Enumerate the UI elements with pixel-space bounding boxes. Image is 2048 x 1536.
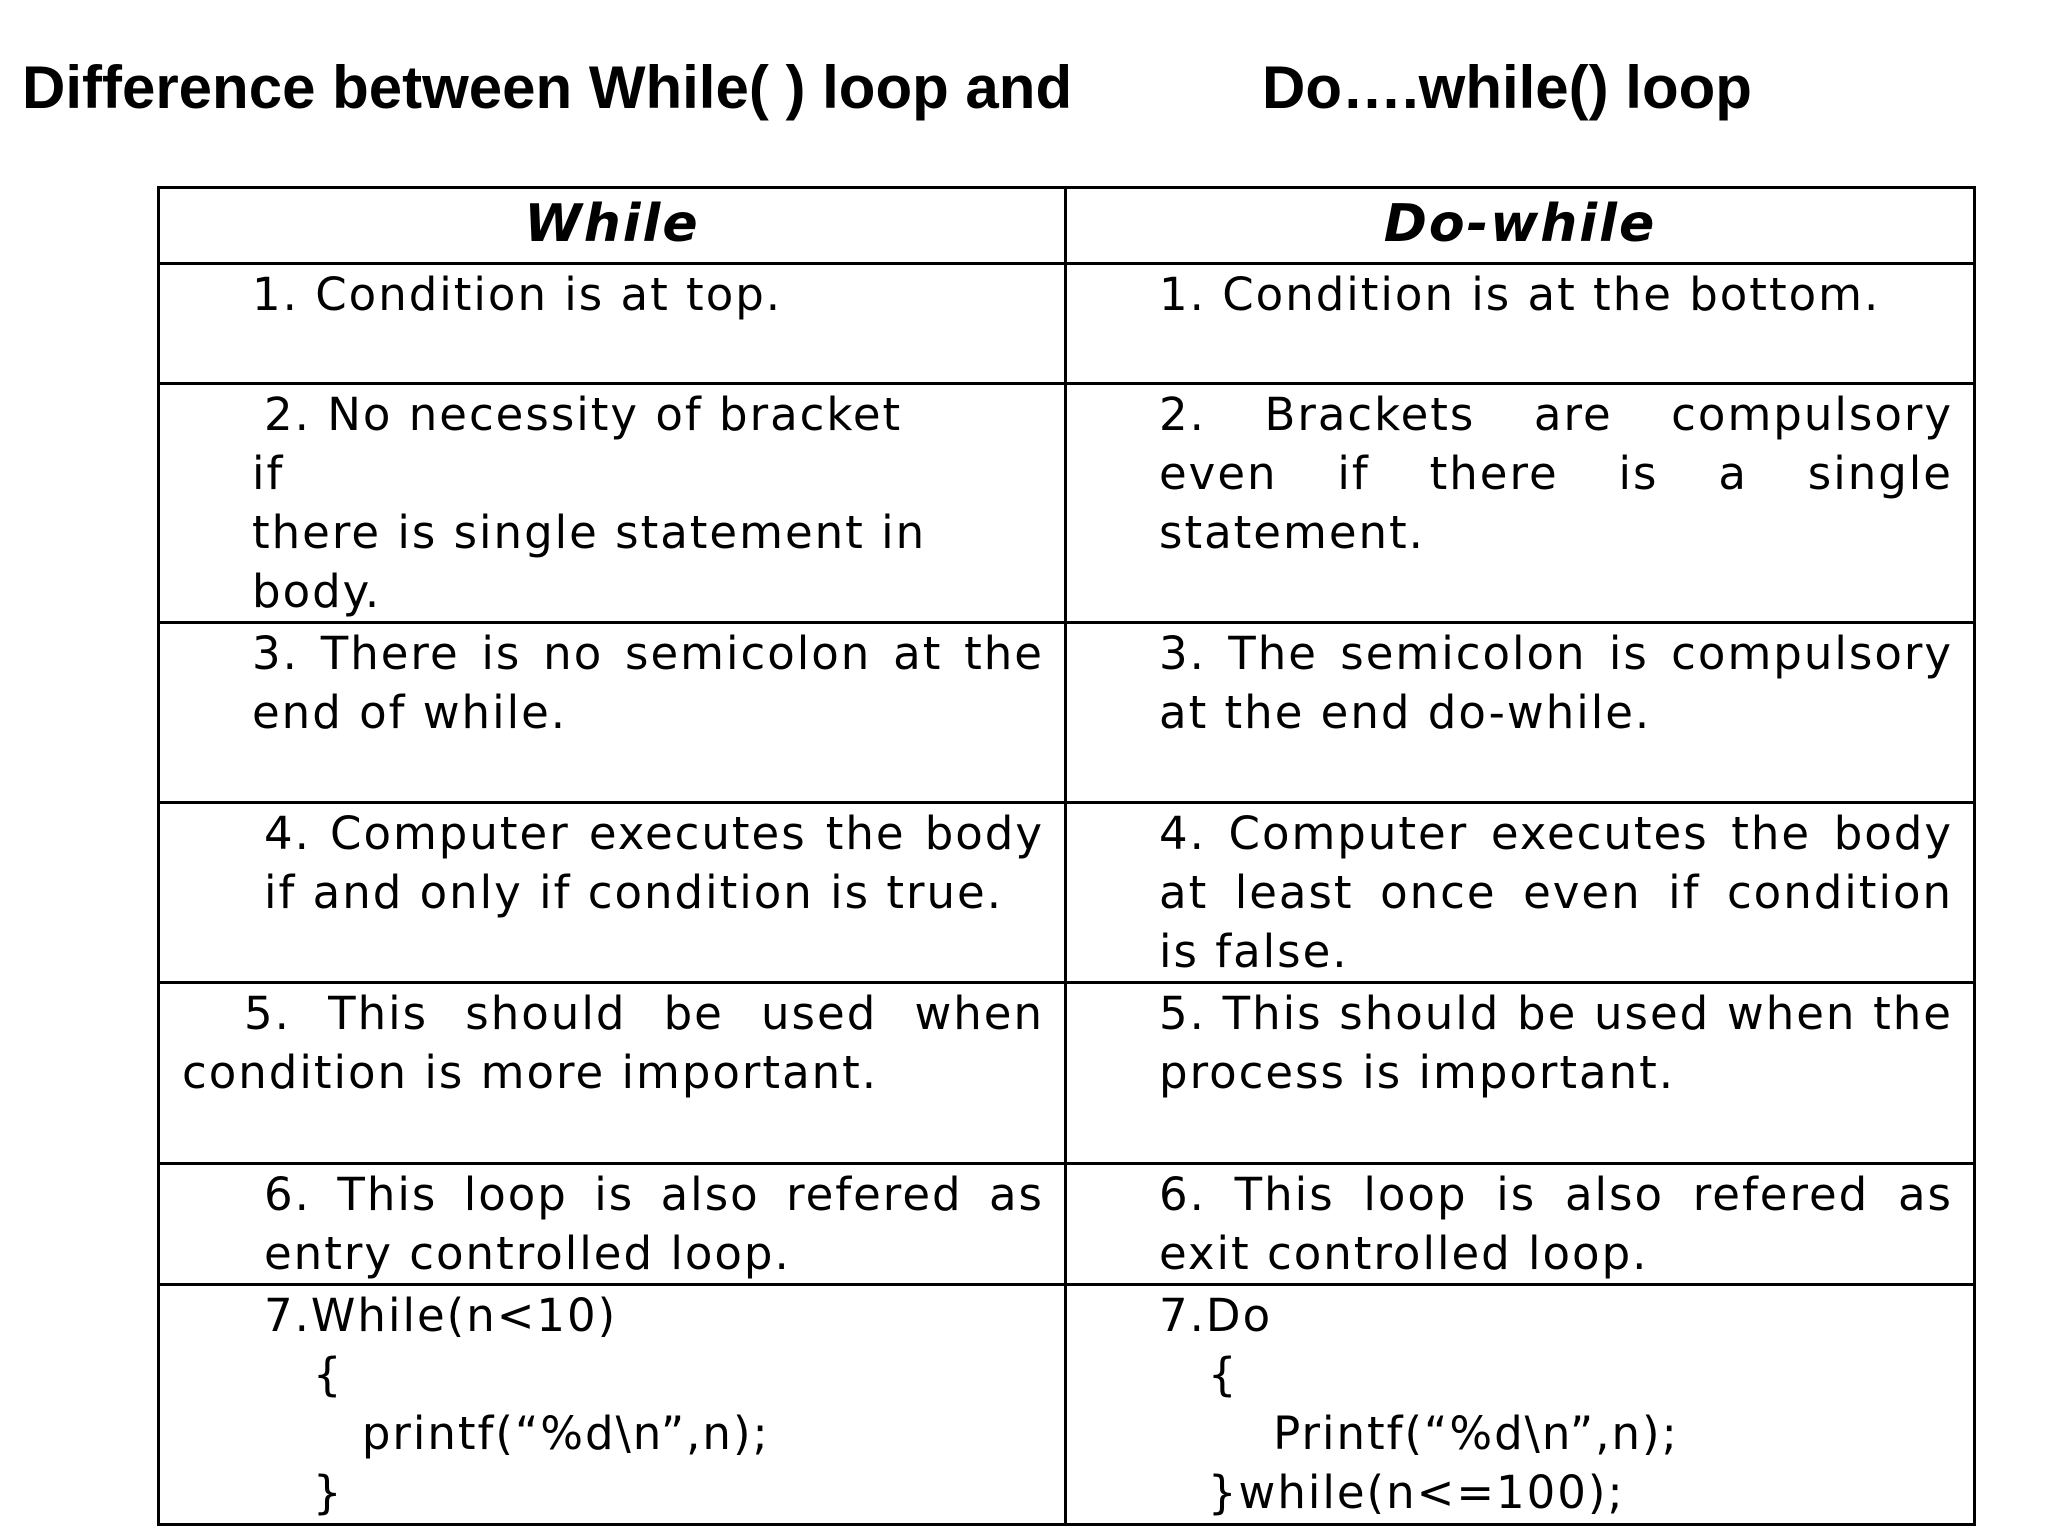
while-cell [159,983,1066,1164]
while-cell [159,803,1066,983]
while-cell [159,1285,1066,1525]
while-cell [159,384,1066,623]
do-while-cell [1066,264,1975,384]
code-line: } [264,1466,344,1519]
code-block [1067,1286,1953,1522]
table-row [159,803,1975,983]
cell-line: if [252,447,285,500]
table-row [159,623,1975,803]
cell-text: 6. This loop is also refered as exit controlled loop. [1159,1168,1953,1280]
cell-line [160,385,1044,621]
page-title: Difference between While( ) loop and [22,54,1073,121]
cell-text: 5. This should be used when condition is more important. [182,987,1044,1099]
cell-line: there is single statement in [252,506,927,559]
cell-text: 1. Condition is at top. [252,268,783,321]
while-cell [159,1164,1066,1285]
table-row [159,1164,1975,1285]
cell-line: body. [252,565,382,618]
do-while-cell [1066,803,1975,983]
table-row [159,264,1975,384]
cell-text: 1. Condition is at the bottom. [1159,268,1881,321]
while-cell [159,623,1066,803]
while-cell [159,264,1066,384]
cell-text: 6. This loop is also refered as entry controlled loop. [264,1168,1044,1280]
cell-text: 2. Brackets are compulsory even if there is a single statement. [1159,388,1953,559]
header-while: While [159,188,1066,264]
table-row [159,384,1975,623]
cell-text: 4. Computer executes the body if and only if condition is true. [264,807,1044,919]
code-block [160,1286,1044,1522]
table-row [159,983,1975,1164]
do-while-cell [1066,983,1975,1164]
do-while-cell [1066,384,1975,623]
do-while-cell [1066,1164,1975,1285]
cell-text: 4. Computer executes the body at least once even if condition is false. [1159,807,1953,978]
do-while-cell [1066,1285,1975,1525]
cell-text: 3. There is no semicolon at the end of while. [252,627,1044,739]
table-header-row [159,188,1975,264]
code-line: Printf(“%d\n”,n); [1159,1407,1679,1460]
comparison-table [157,186,1976,1526]
do-while-cell [1066,623,1975,803]
code-line: }while(n<=100); [1159,1466,1625,1519]
code-line: 7.Do [1159,1289,1273,1342]
cell-text: 5. This should be used when the process is important. [1159,987,1953,1099]
table-row [159,1285,1975,1525]
code-line: { [1159,1348,1239,1401]
code-line: { [264,1348,344,1401]
header-do-while: Do-while [1066,188,1975,264]
code-line: 7.While(n<10) [264,1289,618,1342]
code-line: printf(“%d\n”,n); [264,1407,770,1460]
cell-line: 2. No necessity of bracket [264,388,903,441]
page-title-right: Do….while() loop [1262,54,1752,121]
cell-text: 3. The semicolon is compulsory at the end do-while. [1159,627,1953,739]
